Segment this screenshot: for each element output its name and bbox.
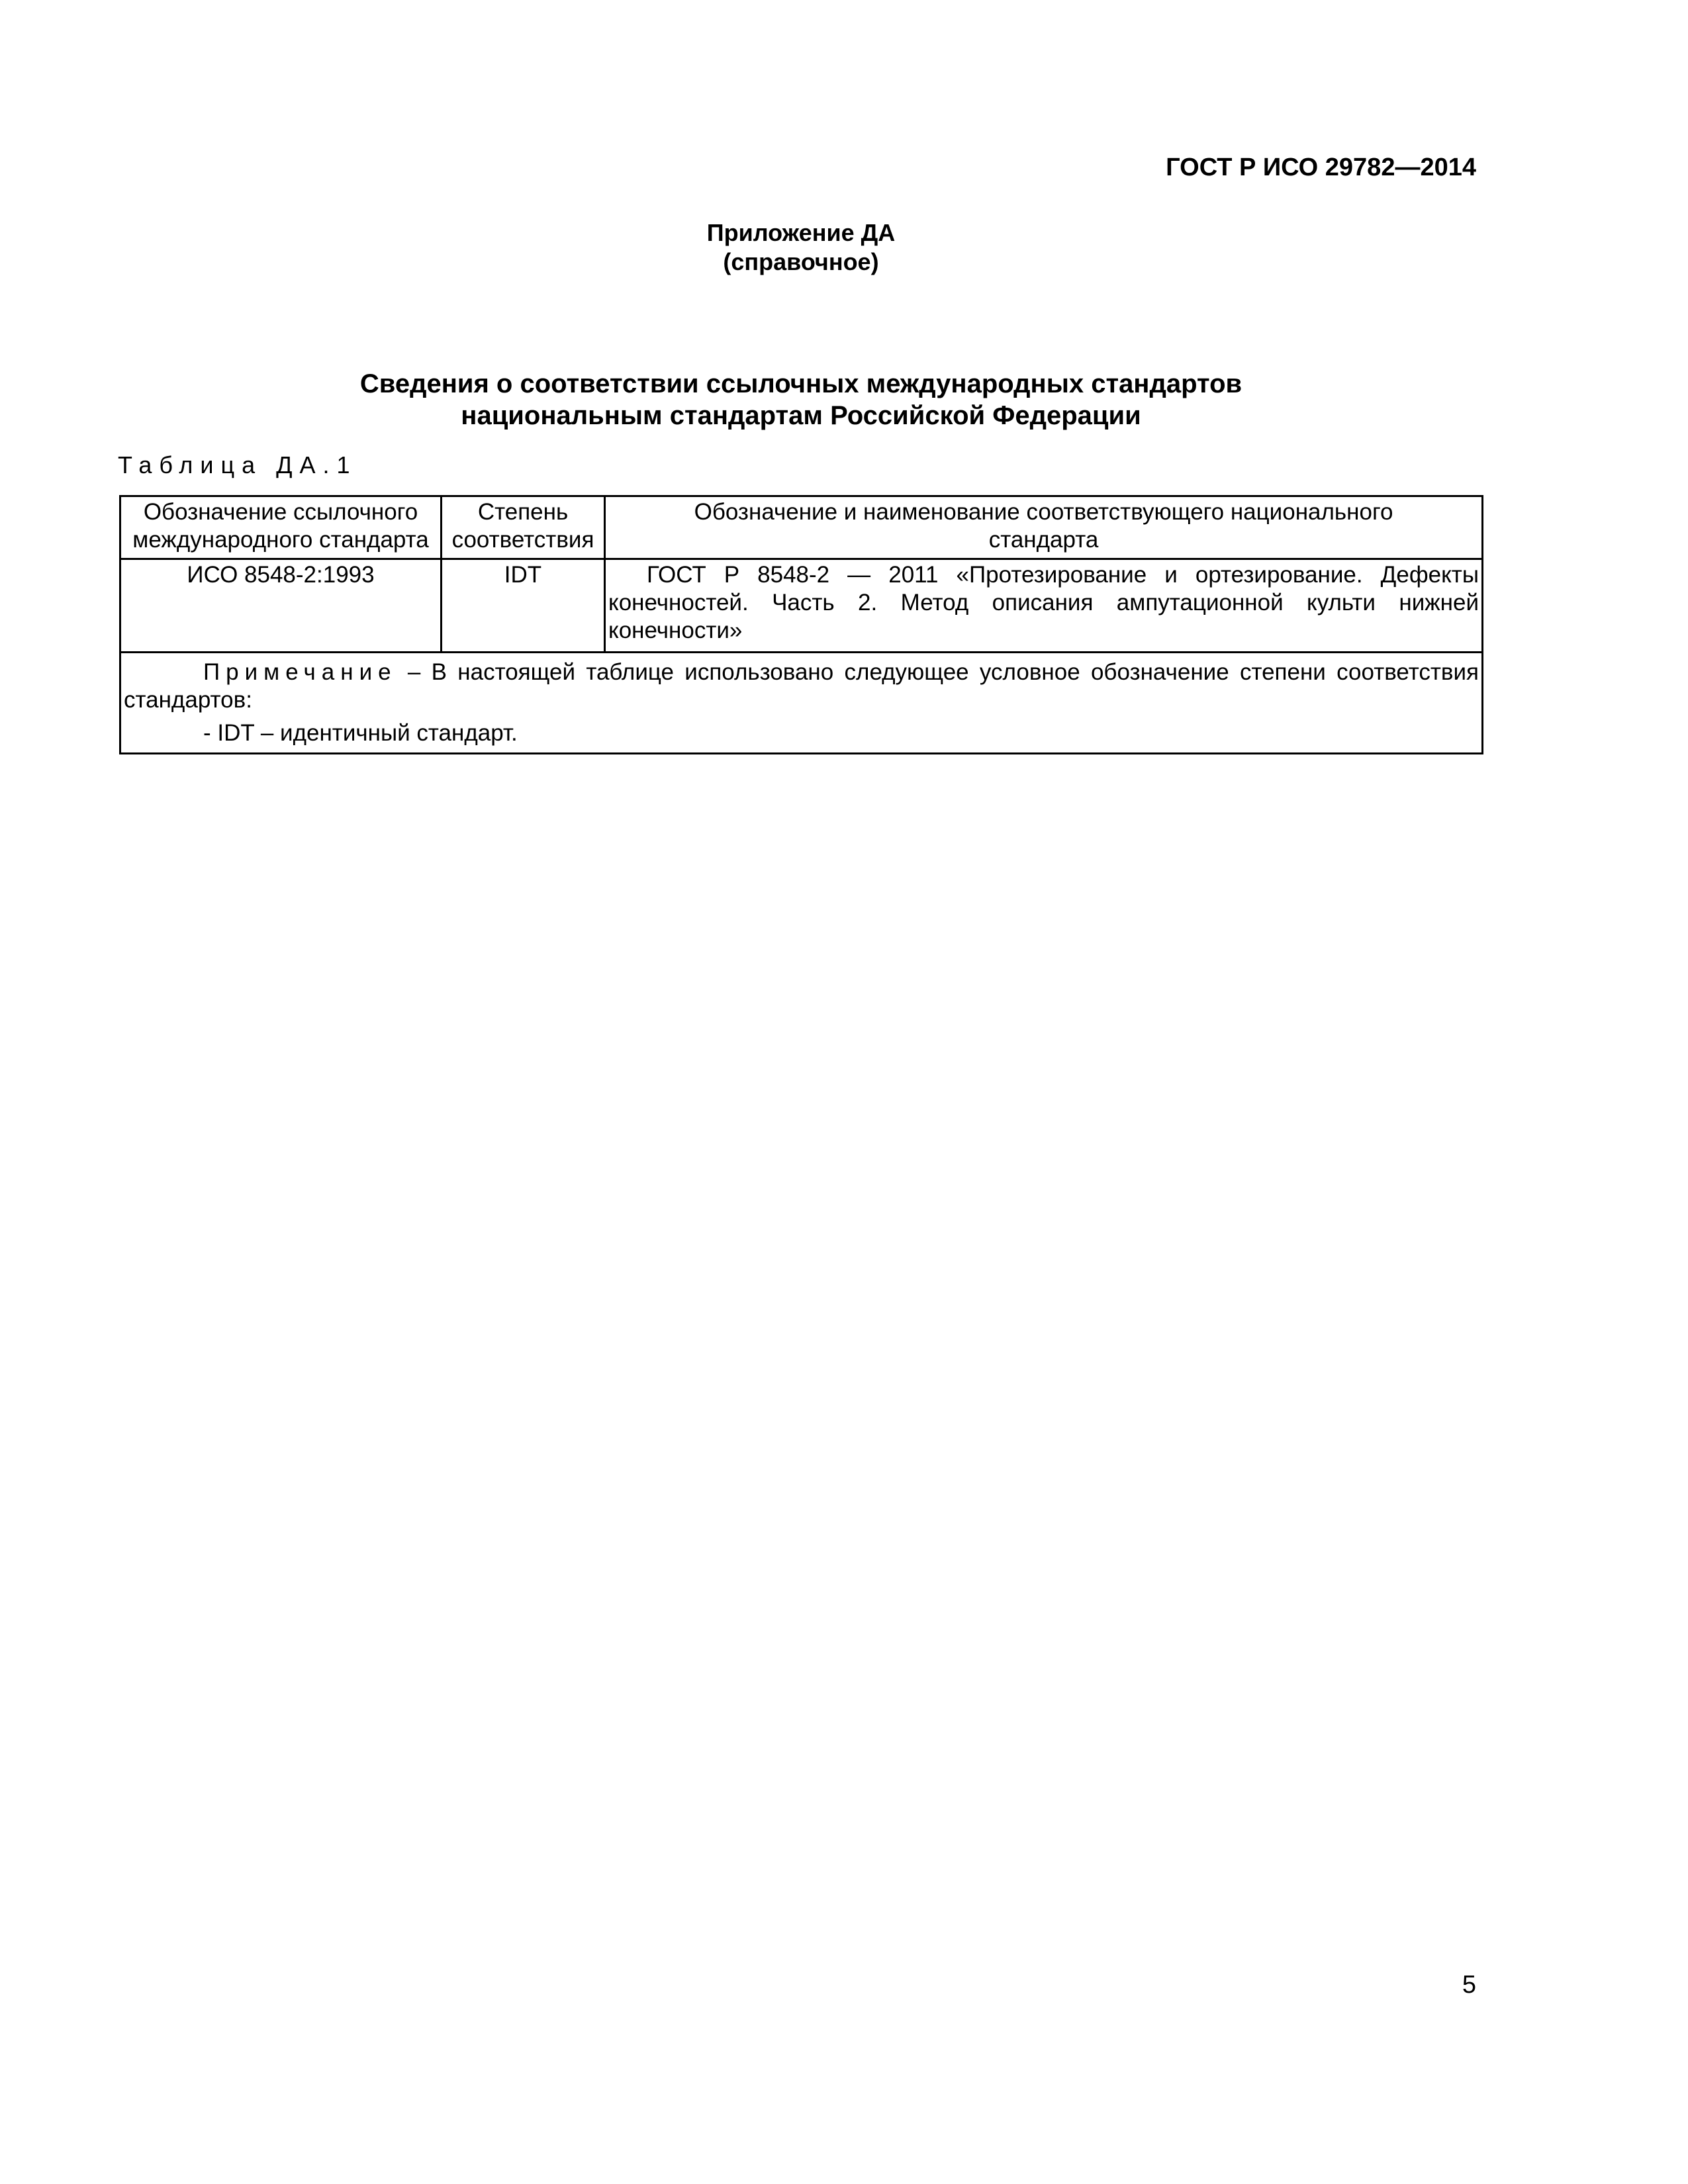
note-item: - IDT – идентичный стандарт. — [203, 720, 518, 746]
annex-title: Приложение ДА — [706, 219, 896, 246]
annex-heading — [0, 218, 1602, 277]
table-header-row — [120, 496, 1483, 559]
table-note-row — [120, 653, 1483, 754]
page-number: 5 — [1462, 1971, 1476, 1999]
table-note — [120, 653, 1483, 754]
cell-ref-standard: ИСО 8548-2:1993 — [120, 559, 442, 653]
header-degree: Степень соответствия — [442, 496, 605, 559]
note-body: – В настоящей таблице использовано следующее условное обозначение степени соответствия стандартов: — [124, 659, 1479, 713]
document-code: ГОСТ Р ИСО 29782—2014 — [1166, 154, 1476, 181]
cell-national-standard: ГОСТ Р 8548-2 — 2011 «Протезирование и ортезирование. Дефекты конечностей. Часть 2. Метод описания ампутационной культи нижней конечности» — [605, 559, 1483, 653]
correspondence-table — [119, 495, 1483, 754]
header-national-standard: Обозначение и наименование соответствующего национального стандарта — [605, 496, 1483, 559]
table-row — [120, 559, 1483, 653]
annex-subtitle: (справочное) — [723, 248, 879, 275]
section-title-line1: Сведения о соответствии ссылочных международных стандартов — [359, 369, 1243, 398]
header-ref-standard: Обозначение ссылочного международного стандарта — [120, 496, 442, 559]
section-title — [0, 368, 1602, 432]
section-title-line2: национальным стандартам Российской Федерации — [461, 401, 1141, 430]
note-text — [124, 659, 1479, 714]
cell-degree: IDT — [442, 559, 605, 653]
note-label: Примечание — [203, 659, 397, 685]
table-caption: Таблица ДА.1 — [118, 451, 357, 478]
